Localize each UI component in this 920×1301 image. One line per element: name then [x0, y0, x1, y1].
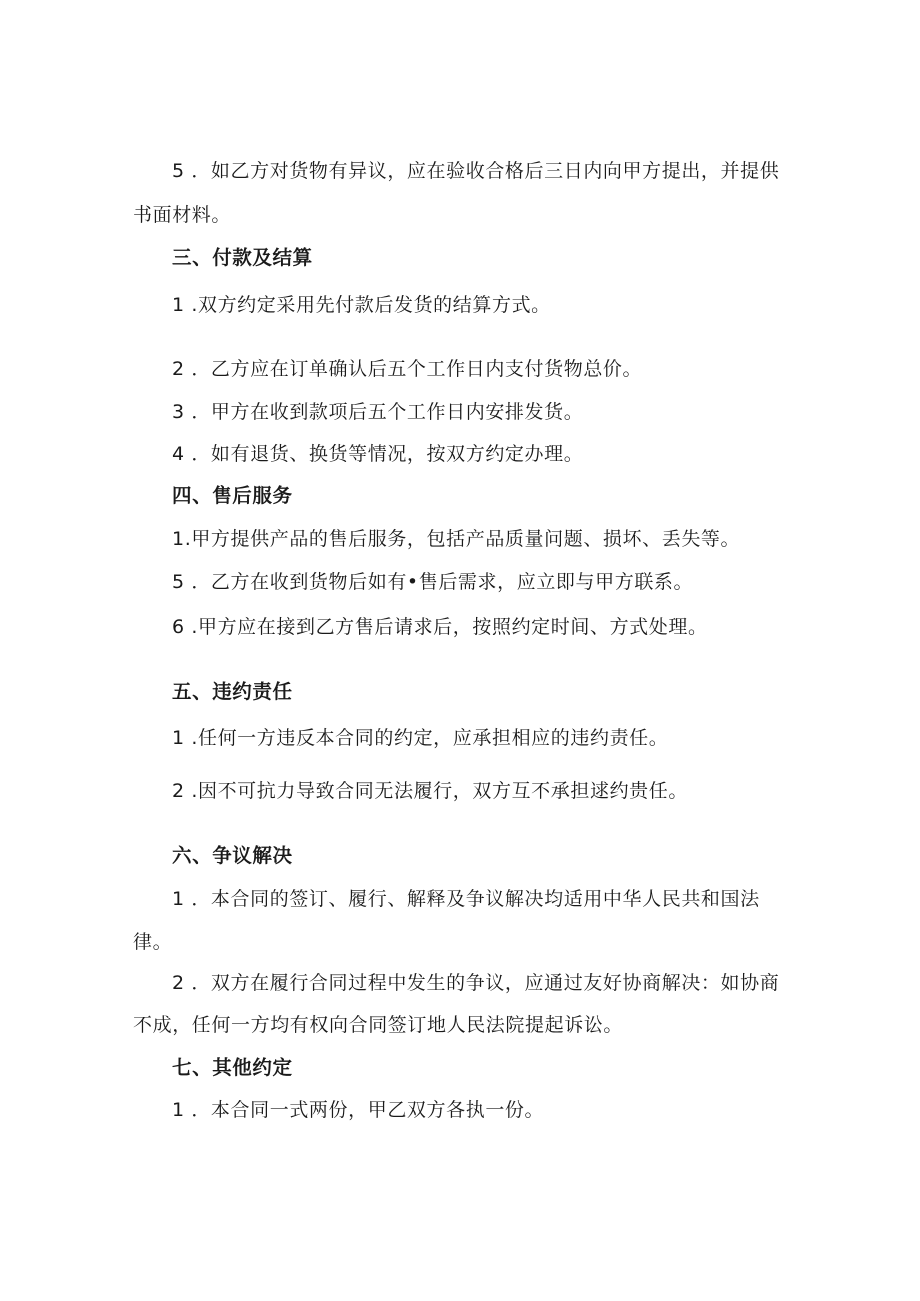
clause-4-5: 5 ．乙方在收到货物后如有•售后需求，应立即与甲方联系。 [172, 571, 694, 593]
section-heading-payment: 三、付款及结算 [172, 246, 313, 269]
clause-5-1: 1 .任何一方违反本合同的约定，应承担相应的违约责任。 [172, 727, 669, 749]
clause-7-1: 1 ．本合同一式两份，甲乙双方各执一份。 [172, 1099, 545, 1121]
clause-6-2-line-1: 2 ．双方在履行合同过程中发生的争议，应通过友好协商解决：如协商 [172, 972, 780, 994]
clause-3-2: 2 ．乙方应在订单确认后五个工作日内支付货物总价。 [172, 358, 643, 380]
clause-3-3: 3 ．甲方在收到款项后五个工作日内安排发货。 [172, 401, 584, 423]
clause-6-1-line-2: 律。 [133, 931, 173, 953]
clause-2-5-line-1: 5 ．如乙方对货物有异议，应在验收合格后三日内向甲方提出，并提供 [172, 160, 780, 182]
section-heading-disputes: 六、争议解决 [172, 844, 293, 867]
clause-4-6: 6 .甲方应在接到乙方售后请求后，按照约定时间、方式处理。 [172, 616, 708, 638]
section-heading-other: 七、其他约定 [172, 1056, 293, 1079]
clause-3-1: 1 .双方约定采用先付款后发货的结算方式。 [172, 294, 551, 316]
clause-2-5-line-2: 书面材料。 [133, 204, 232, 226]
clause-6-1-line-1: 1 ．本合同的签订、履行、解释及争议解决均适用中华人民共和国法 [172, 888, 760, 910]
clause-3-4: 4 ．如有退货、换货等情况，按双方约定办理。 [172, 443, 584, 465]
clause-4-1: 1.甲方提供产品的售后服务，包括产品质量问题、损坏、丢失等。 [172, 528, 741, 550]
section-heading-breach: 五、违约责任 [172, 680, 293, 703]
clause-6-2-line-2: 不成，任何一方均有权向合同签订地人民法院提起诉讼。 [133, 1014, 624, 1036]
clause-5-2: 2 .因不可抗力导致合同无法履行，双方互不承担逑约贵任。 [172, 780, 688, 802]
section-heading-after-sales: 四、售后服务 [172, 484, 293, 507]
